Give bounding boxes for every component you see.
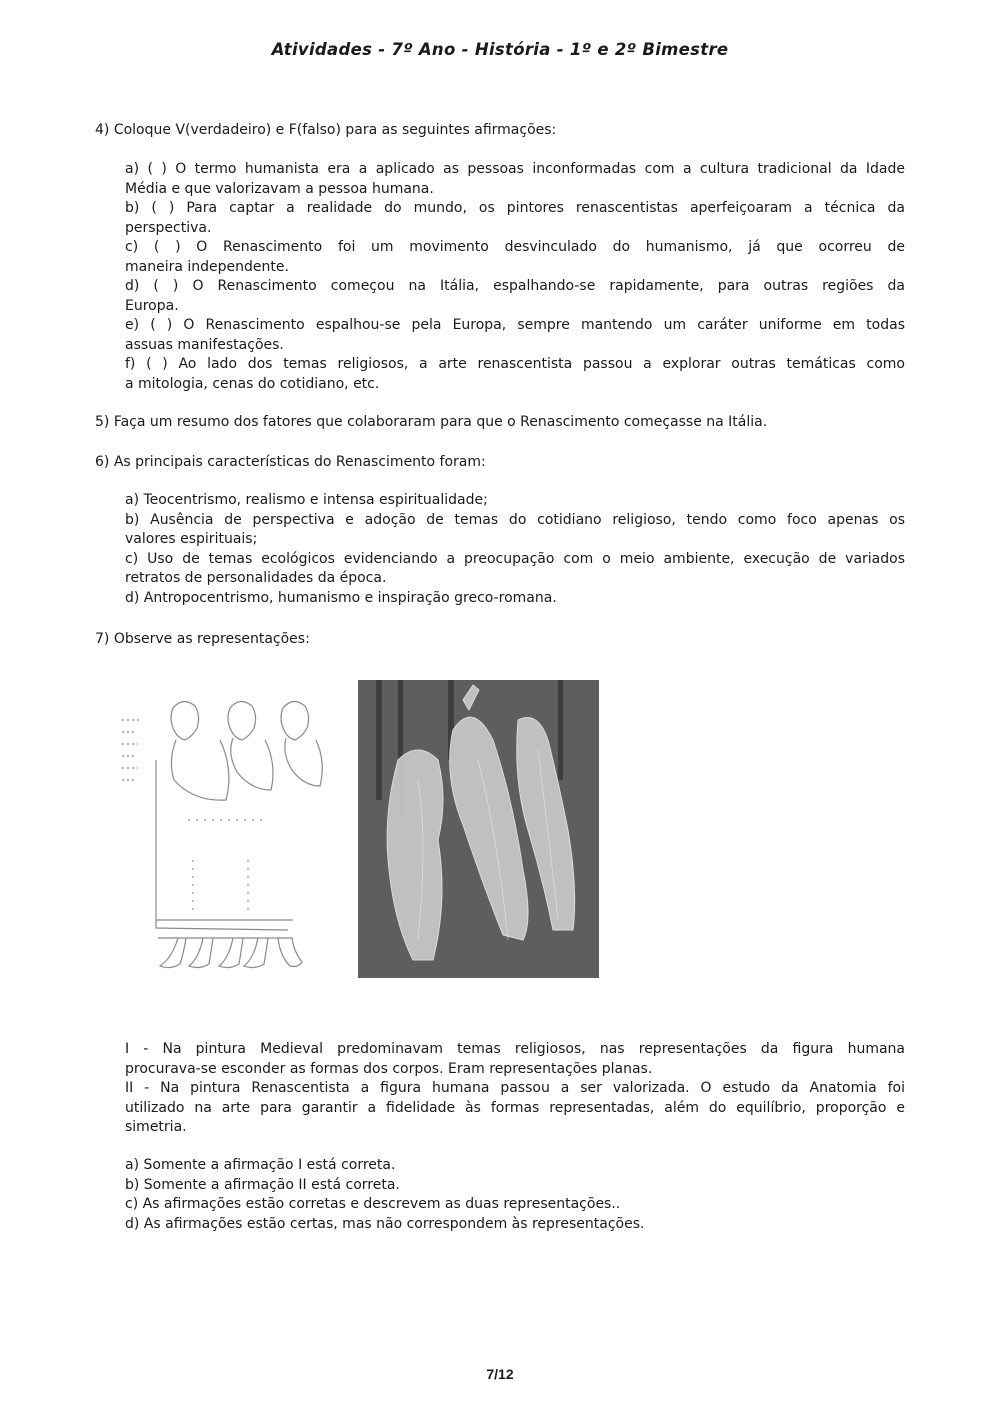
- q7-statement-I: [125, 1040, 905, 1079]
- q6-option-b: [125, 511, 905, 550]
- q4-item-b-line1: b) ( ) Para captar a realidade do mundo, os pintores renascentistas aperfeiçoaram a técnica da: [125, 200, 905, 216]
- q4-item-c-line1: c) ( ) O Renascimento foi um movimento desvinculado do humanismo, já que ocorreu de: [125, 239, 905, 255]
- q4-item-e-line1: e) ( ) O Renascimento espalhou-se pela Europa, sempre mantendo um caráter uniforme em todas: [125, 317, 905, 333]
- q4-item-d-line2: Europa.: [125, 297, 179, 314]
- q7-statement-II-line1: II - Na pintura Renascentista a figura humana passou a ser valorizada. O estudo da Anatomia foi: [125, 1080, 905, 1096]
- q7-statement-I-line2: procurava-se esconder as formas dos corpos. Eram representações planas.: [125, 1060, 653, 1077]
- question-4-prompt: 4) Coloque V(verdadeiro) e F(falso) para as seguintes afirmações:: [95, 122, 557, 138]
- question-6-prompt: 6) As principais características do Renascimento foram:: [95, 454, 486, 470]
- q7-option-a: a) Somente a afirmação I está correta.: [125, 1157, 396, 1173]
- question-7-statements: [125, 1040, 905, 1138]
- q4-item-e-line2: assuas manifestações.: [125, 336, 284, 353]
- q7-option-b: b) Somente a afirmação II está correta.: [125, 1176, 400, 1193]
- q6-option-c: [125, 550, 905, 589]
- q4-item-d: [125, 277, 905, 316]
- q4-item-e: [125, 316, 905, 355]
- q6-option-b-line1: b) Ausência de perspectiva e adoção de temas do cotidiano religioso, tendo como foco apenas os: [125, 511, 905, 528]
- q4-item-c-line2: maneira independente.: [125, 258, 289, 275]
- page-header-title: Atividades - 7º Ano - História - 1º e 2º Bimestre: [271, 40, 729, 59]
- question-7-prompt: 7) Observe as representações:: [95, 631, 310, 647]
- q6-option-d: [125, 589, 905, 609]
- page-number: 7/12: [486, 1366, 514, 1382]
- medieval-painting-image: [118, 680, 340, 980]
- q7-option-c: c) As afirmações estão corretas e descrevem as duas representações..: [125, 1196, 621, 1212]
- question-7-figures: [118, 672, 603, 982]
- q7-statement-I-line1: I - Na pintura Medieval predominavam temas religiosos, nas representações da figura humana: [125, 1041, 905, 1057]
- q4-item-d-line1: d) ( ) O Renascimento começou na Itália, espalhando-se rapidamente, para outras regiões da: [125, 278, 905, 294]
- q6-option-c-line1: c) Uso de temas ecológicos evidenciando a preocupação com o meio ambiente, execução de variados: [125, 550, 905, 567]
- q6-option-d-line1: d) Antropocentrismo, humanismo e inspiração greco-romana.: [125, 589, 557, 606]
- question-7-options: [125, 1156, 905, 1234]
- q4-item-a-line1: a) ( ) O termo humanista era a aplicado as pessoas inconformadas com a cultura tradicional da Idade: [125, 161, 905, 177]
- q6-option-c-line2: retratos de personalidades da época.: [125, 570, 387, 586]
- q4-item-f-line2: a mitologia, cenas do cotidiano, etc.: [125, 375, 380, 392]
- question-4-items: [125, 160, 905, 394]
- q4-item-a-line2: Média e que valorizavam a pessoa humana.: [125, 180, 434, 197]
- q6-option-b-line2: valores espirituais;: [125, 531, 258, 547]
- q4-item-c: [125, 238, 905, 277]
- q4-item-f: [125, 355, 905, 394]
- renaissance-painting-image: [358, 680, 599, 978]
- q7-statement-II-line3: simetria.: [125, 1119, 187, 1135]
- q4-item-b-line2: perspectiva.: [125, 219, 212, 236]
- q4-item-a: [125, 160, 905, 199]
- question-6-options: [125, 491, 905, 608]
- q6-option-a-line1: a) Teocentrismo, realismo e intensa espiritualidade;: [125, 492, 488, 508]
- q7-statement-II: [125, 1079, 905, 1138]
- q7-statement-II-line2: utilizado na arte para garantir a fidelidade às formas representadas, além do equilíbrio, proporção e: [125, 1099, 905, 1116]
- q7-option-d: d) As afirmações estão certas, mas não correspondem às representações.: [125, 1215, 645, 1232]
- q6-option-a: [125, 491, 905, 511]
- question-5-prompt: 5) Faça um resumo dos fatores que colaboraram para que o Renascimento começasse na Itália.: [95, 414, 768, 430]
- q4-item-f-line1: f) ( ) Ao lado dos temas religiosos, a arte renascentista passou a explorar outras temáticas como: [125, 356, 905, 372]
- q4-item-b: [125, 199, 905, 238]
